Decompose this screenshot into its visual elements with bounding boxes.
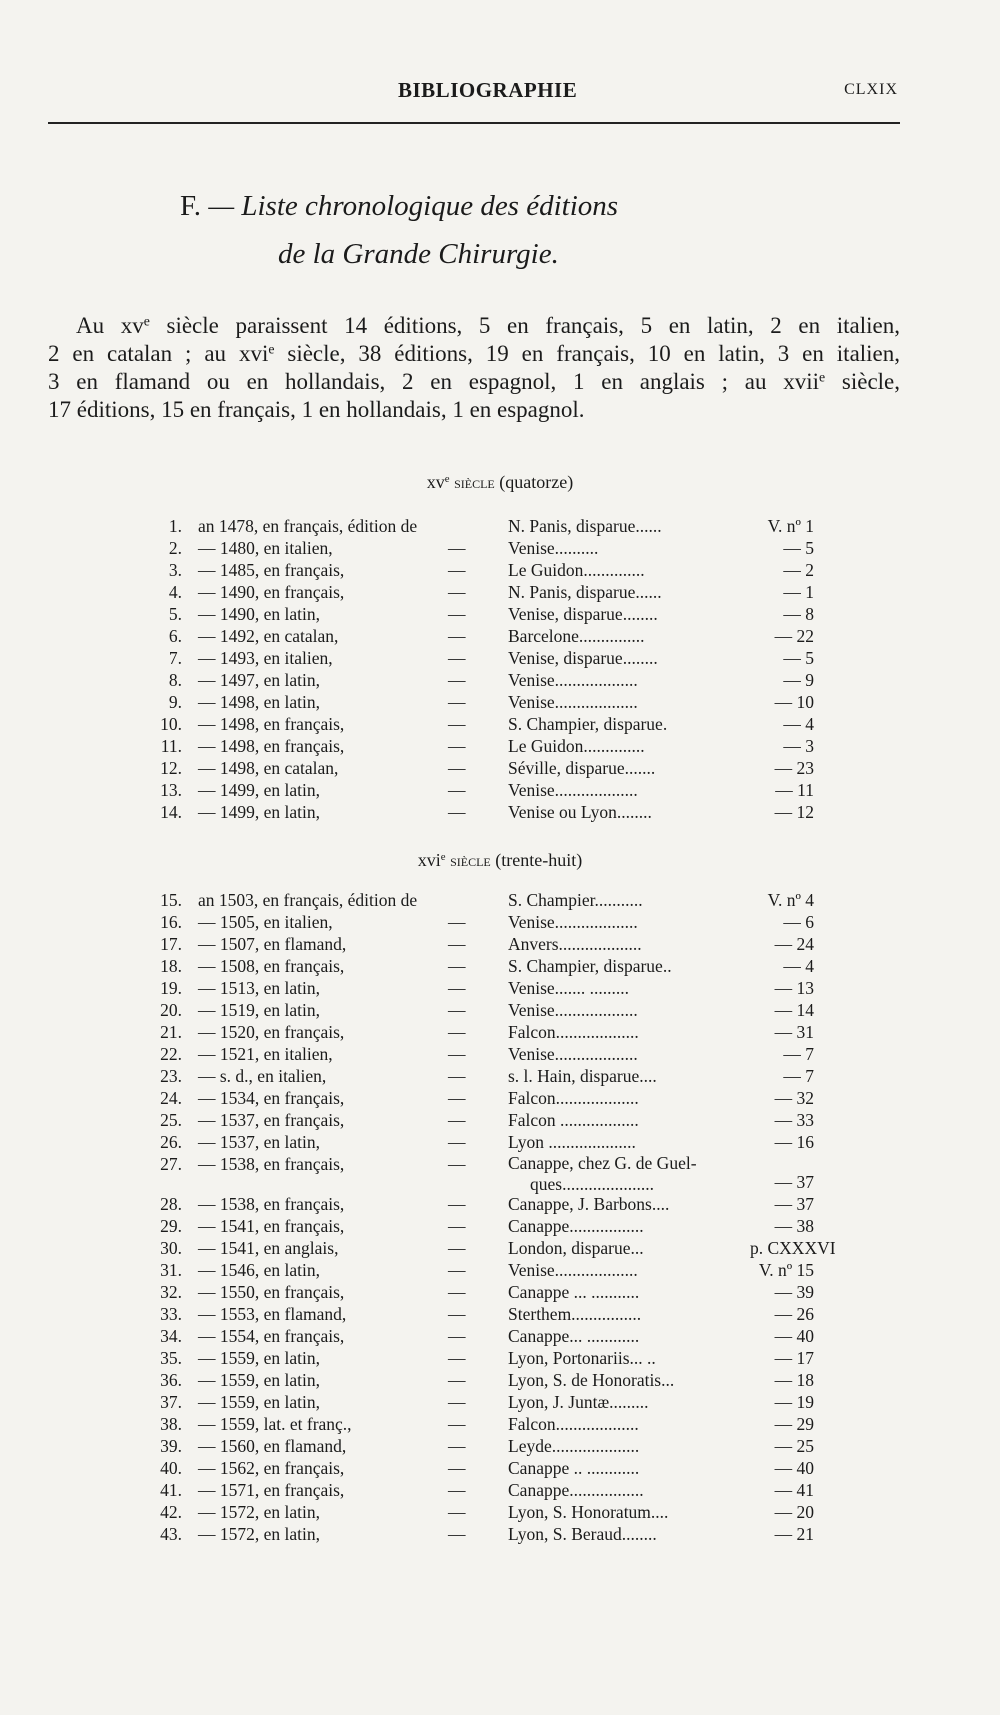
edition-publisher: Falcon................... <box>508 1414 639 1434</box>
edition-row <box>150 537 830 559</box>
edition-row <box>150 1391 830 1413</box>
edition-date-language: — 1497, en latin, <box>198 670 320 690</box>
edition-reference: — 7 <box>783 1066 814 1086</box>
edition-date-language: — 1537, en français, <box>198 1110 345 1130</box>
edition-reference: V. nº 15 <box>758 1260 814 1280</box>
edition-date-language: — 1546, en latin, <box>198 1260 320 1280</box>
edition-row <box>150 1501 830 1523</box>
ditto-mark: — <box>448 1282 466 1302</box>
edition-reference: — 39 <box>774 1282 814 1302</box>
edition-publisher: Lyon, S. Beraud........ <box>508 1524 657 1544</box>
edition-row <box>150 691 830 713</box>
edition-number: 43. <box>160 1524 182 1544</box>
edition-number: 22. <box>160 1044 182 1064</box>
ditto-mark: — <box>448 1304 466 1324</box>
edition-date-language: — 1508, en français, <box>198 956 345 976</box>
edition-row <box>150 999 830 1021</box>
ditto-mark: — <box>448 802 466 822</box>
edition-reference: — 10 <box>774 692 814 712</box>
edition-number: 39. <box>160 1436 182 1456</box>
edition-number: 35. <box>160 1348 182 1368</box>
edition-number: 3. <box>168 560 182 580</box>
edition-row <box>150 1193 830 1215</box>
edition-number: 6. <box>168 626 182 646</box>
edition-publisher: Séville, disparue....... <box>508 758 656 778</box>
edition-reference: — 14 <box>774 1000 814 1020</box>
edition-date-language: — 1538, en français, <box>198 1154 345 1174</box>
edition-publisher: Lyon .................... <box>508 1132 636 1152</box>
edition-reference: — 1 <box>783 582 814 602</box>
edition-row <box>150 647 830 669</box>
edition-date-language: — 1550, en français, <box>198 1282 345 1302</box>
edition-reference: — 9 <box>783 670 814 690</box>
edition-row <box>150 1325 830 1347</box>
edition-date-language: — 1554, en français, <box>198 1326 345 1346</box>
edition-number: 27. <box>160 1154 182 1174</box>
edition-date-language: — 1493, en italien, <box>198 648 333 668</box>
edition-publisher: Venise................... <box>508 1044 638 1064</box>
edition-number: 9. <box>168 692 182 712</box>
edition-row <box>150 1413 830 1435</box>
edition-publisher: Venise................... <box>508 780 638 800</box>
edition-row <box>150 515 830 537</box>
running-title: BIBLIOGRAPHIE <box>398 78 578 102</box>
edition-reference: — 20 <box>774 1502 814 1522</box>
ditto-mark: — <box>448 538 466 558</box>
running-head <box>48 78 900 108</box>
edition-reference: — 5 <box>783 538 814 558</box>
edition-date-language: — 1553, en flamand, <box>198 1304 347 1324</box>
edition-reference: — 24 <box>774 934 814 954</box>
edition-date-language: — 1498, en latin, <box>198 692 320 712</box>
edition-publisher: Canappe................. <box>508 1216 644 1236</box>
edition-row <box>150 1109 830 1131</box>
editions-list-16th <box>150 889 836 1545</box>
edition-number: 36. <box>160 1370 182 1390</box>
ditto-mark: — <box>448 1370 466 1390</box>
edition-reference: — 12 <box>774 802 814 822</box>
ditto-mark: — <box>448 1110 466 1130</box>
ditto-mark: — <box>448 1000 466 1020</box>
edition-publisher: Le Guidon.............. <box>508 736 645 756</box>
edition-publisher: Canappe .. ............ <box>508 1458 640 1478</box>
edition-publisher: London, disparue... <box>508 1238 644 1258</box>
intro-line-4: 17 éditions, 15 en français, 1 en hollandais, 1 en espagnol. <box>48 397 585 422</box>
edition-reference: — 21 <box>774 1524 814 1544</box>
section-heading-line-1 <box>180 192 618 221</box>
edition-publisher: N. Panis, disparue...... <box>508 582 662 602</box>
edition-reference: p. CXXXVI <box>750 1238 836 1258</box>
edition-publisher: Canappe ... ........... <box>508 1282 640 1302</box>
edition-number: 12. <box>160 758 182 778</box>
edition-number: 14. <box>160 802 182 822</box>
edition-publisher: Venise.......... <box>508 538 599 558</box>
edition-reference: — 19 <box>774 1392 814 1412</box>
edition-number: 31. <box>160 1260 182 1280</box>
edition-publisher: Lyon, S. Honoratum.... <box>508 1502 669 1522</box>
ditto-mark: — <box>448 560 466 580</box>
edition-date-language: — 1499, en latin, <box>198 780 320 800</box>
edition-publisher: Venise....... ......... <box>508 978 630 998</box>
ditto-mark: — <box>448 1392 466 1412</box>
edition-publisher-line-2: ques..................... <box>530 1174 654 1194</box>
edition-publisher: Falcon .................. <box>508 1110 639 1130</box>
edition-publisher: Canappe................. <box>508 1480 644 1500</box>
ditto-mark: — <box>448 758 466 778</box>
edition-reference: — 40 <box>774 1326 814 1346</box>
edition-date-language: — 1513, en latin, <box>198 978 320 998</box>
edition-row <box>150 977 830 999</box>
century-heading-15th: $xv^e$ siècle (quatorze) <box>426 472 574 492</box>
edition-reference: — 38 <box>774 1216 814 1236</box>
edition-reference: — 23 <box>774 758 814 778</box>
ditto-mark: — <box>448 1524 466 1544</box>
ditto-mark: — <box>448 1436 466 1456</box>
edition-reference: — 13 <box>774 978 814 998</box>
edition-row <box>150 559 830 581</box>
edition-number: 10. <box>160 714 182 734</box>
ditto-mark: — <box>448 1480 466 1500</box>
edition-publisher: Venise................... <box>508 692 638 712</box>
header-rule <box>48 122 900 124</box>
edition-publisher: Venise................... <box>508 1000 638 1020</box>
edition-publisher: Sterthem................ <box>508 1304 642 1324</box>
edition-reference: — 17 <box>774 1348 814 1368</box>
ditto-mark: — <box>448 648 466 668</box>
edition-publisher: Lyon, Portonariis... .. <box>508 1348 656 1368</box>
edition-row <box>150 1435 830 1457</box>
edition-row <box>150 1153 830 1193</box>
edition-publisher-line-1: Canappe, chez G. de Guel- <box>508 1153 697 1173</box>
edition-number: 30. <box>160 1238 182 1258</box>
edition-number: 33. <box>160 1304 182 1324</box>
edition-publisher: s. l. Hain, disparue.... <box>508 1066 657 1086</box>
edition-row <box>150 889 830 911</box>
edition-number: 38. <box>160 1414 182 1434</box>
edition-number: 24. <box>160 1088 182 1108</box>
edition-reference: — 16 <box>774 1132 814 1152</box>
edition-publisher: S. Champier........... <box>508 890 643 910</box>
edition-publisher: Falcon................... <box>508 1022 639 1042</box>
intro-line-1: Au $xv^e$ siècle paraissent 14 éditions, 5 en français, 5 en latin, 2 en italien, <box>76 313 900 338</box>
edition-publisher: Le Guidon.............. <box>508 560 645 580</box>
edition-number: 34. <box>160 1326 182 1346</box>
edition-publisher: Venise................... <box>508 670 638 690</box>
edition-publisher: N. Panis, disparue...... <box>508 516 662 536</box>
ditto-mark: — <box>448 582 466 602</box>
edition-publisher: S. Champier, disparue. <box>508 714 668 734</box>
edition-publisher: Barcelone............... <box>508 626 645 646</box>
edition-number: 37. <box>160 1392 182 1412</box>
ditto-mark: — <box>448 912 466 932</box>
ditto-mark: — <box>448 956 466 976</box>
edition-number: 19. <box>160 978 182 998</box>
edition-date-language: — 1534, en français, <box>198 1088 345 1108</box>
edition-reference: — 31 <box>774 1022 814 1042</box>
edition-number: 28. <box>160 1194 182 1214</box>
edition-reference: V. nº 1 <box>767 516 814 536</box>
ditto-mark: — <box>448 934 466 954</box>
edition-row <box>150 1523 830 1545</box>
edition-date-language: an 1478, en français, édition de <box>198 516 418 536</box>
edition-publisher: Lyon, S. de Honoratis... <box>508 1370 675 1390</box>
edition-row <box>150 1021 830 1043</box>
edition-date-language: — 1498, en français, <box>198 736 345 756</box>
editions-list-15th <box>150 515 830 823</box>
edition-number: 13. <box>160 780 182 800</box>
ditto-mark: — <box>448 1502 466 1522</box>
edition-reference: — 41 <box>774 1480 814 1500</box>
edition-number: 29. <box>160 1216 182 1236</box>
edition-number: 7. <box>168 648 182 668</box>
edition-row <box>150 1479 830 1501</box>
edition-date-language: — 1480, en italien, <box>198 538 333 558</box>
edition-number: 15. <box>160 890 182 910</box>
edition-reference: — 4 <box>783 714 814 734</box>
edition-publisher: S. Champier, disparue.. <box>508 956 672 976</box>
edition-date-language: — 1559, en latin, <box>198 1370 320 1390</box>
edition-row <box>150 1215 830 1237</box>
edition-date-language: — 1490, en latin, <box>198 604 320 624</box>
edition-date-language: — 1559, lat. et franç., <box>198 1414 352 1434</box>
edition-reference: — 4 <box>783 956 814 976</box>
edition-date-language: an 1503, en français, édition de <box>198 890 418 910</box>
edition-publisher: Venise................... <box>508 912 638 932</box>
edition-date-language: — 1572, en latin, <box>198 1524 320 1544</box>
edition-date-language: — 1490, en français, <box>198 582 345 602</box>
ditto-mark: — <box>448 1044 466 1064</box>
ditto-mark: — <box>448 1132 466 1152</box>
edition-row <box>150 1457 830 1479</box>
edition-date-language: — 1519, en latin, <box>198 1000 320 1020</box>
ditto-mark: — <box>448 736 466 756</box>
edition-date-language: — 1571, en français, <box>198 1480 345 1500</box>
edition-publisher: Venise ou Lyon........ <box>508 802 652 822</box>
edition-row <box>150 911 830 933</box>
edition-reference: — 25 <box>774 1436 814 1456</box>
edition-number: 32. <box>160 1282 182 1302</box>
ditto-mark: — <box>448 1066 466 1086</box>
ditto-mark: — <box>448 1022 466 1042</box>
edition-row <box>150 779 830 801</box>
edition-reference: — 26 <box>774 1304 814 1324</box>
edition-date-language: — 1507, en flamand, <box>198 934 347 954</box>
ditto-mark: — <box>448 692 466 712</box>
edition-date-language: — 1541, en anglais, <box>198 1238 339 1258</box>
edition-row <box>150 735 830 757</box>
edition-date-language: — 1498, en français, <box>198 714 345 734</box>
edition-reference: — 3 <box>783 736 814 756</box>
edition-date-language: — 1505, en italien, <box>198 912 333 932</box>
edition-number: 8. <box>168 670 182 690</box>
edition-row <box>150 1259 830 1281</box>
edition-number: 26. <box>160 1132 182 1152</box>
edition-row <box>150 801 830 823</box>
ditto-mark: — <box>448 978 466 998</box>
edition-number: 1. <box>168 516 182 536</box>
edition-row <box>150 669 830 691</box>
edition-reference: — 6 <box>783 912 814 932</box>
edition-date-language: — 1499, en latin, <box>198 802 320 822</box>
edition-date-language: — 1562, en français, <box>198 1458 345 1478</box>
edition-reference: — 37 <box>774 1172 814 1192</box>
ditto-mark: — <box>448 1326 466 1346</box>
edition-publisher: Leyde.................... <box>508 1436 640 1456</box>
edition-row <box>150 1131 830 1153</box>
edition-reference: — 37 <box>774 1194 814 1214</box>
intro-line-2: 2 en catalan ; au xvi$^e$ siècle, 38 éditions, 19 en français, 10 en latin, 3 en italien, <box>48 341 901 366</box>
edition-publisher: Lyon, J. Juntæ......... <box>508 1392 649 1412</box>
edition-number: 17. <box>160 934 182 954</box>
edition-row <box>150 933 830 955</box>
ditto-mark: — <box>448 1260 466 1280</box>
edition-row <box>150 1347 830 1369</box>
edition-row <box>150 955 830 977</box>
ditto-mark: — <box>448 714 466 734</box>
edition-row <box>150 1065 830 1087</box>
edition-publisher: Anvers................... <box>508 934 642 954</box>
edition-reference: — 7 <box>783 1044 814 1064</box>
page-number: CLXIX <box>844 81 898 98</box>
edition-number: 16. <box>160 912 182 932</box>
edition-date-language: — 1521, en italien, <box>198 1044 333 1064</box>
edition-reference: V. nº 4 <box>767 890 814 910</box>
intro-paragraph <box>48 312 900 424</box>
edition-publisher <box>508 1153 697 1195</box>
edition-row <box>150 603 830 625</box>
ditto-mark: — <box>448 1414 466 1434</box>
edition-publisher: Venise................... <box>508 1260 638 1280</box>
ditto-mark: — <box>448 1154 466 1174</box>
edition-date-language: — 1520, en français, <box>198 1022 345 1042</box>
edition-row <box>150 1369 830 1391</box>
edition-reference: — 33 <box>774 1110 814 1130</box>
edition-number: 21. <box>160 1022 182 1042</box>
edition-publisher: Canappe, J. Barbons.... <box>508 1194 670 1214</box>
edition-number: 18. <box>160 956 182 976</box>
edition-reference: — 8 <box>783 604 814 624</box>
edition-date-language: — 1492, en catalan, <box>198 626 339 646</box>
edition-reference: — 22 <box>774 626 814 646</box>
edition-number: 40. <box>160 1458 182 1478</box>
edition-date-language: — 1559, en latin, <box>198 1392 320 1412</box>
century-heading-16th: xvi$^e$ siècle (trente-huit) <box>417 850 583 870</box>
edition-row <box>150 713 830 735</box>
edition-date-language: — 1498, en catalan, <box>198 758 339 778</box>
edition-reference: — 40 <box>774 1458 814 1478</box>
ditto-mark: — <box>448 1088 466 1108</box>
edition-row <box>150 1303 830 1325</box>
edition-reference: — 5 <box>783 648 814 668</box>
edition-reference: — 18 <box>774 1370 814 1390</box>
ditto-mark: — <box>448 604 466 624</box>
edition-date-language: — 1538, en français, <box>198 1194 345 1214</box>
section-title-part-1: — Liste chronologique des éditions <box>208 190 619 222</box>
edition-publisher: Canappe... ............ <box>508 1326 640 1346</box>
edition-number: 2. <box>168 538 182 558</box>
edition-publisher: Venise, disparue........ <box>508 604 658 624</box>
edition-number: 42. <box>160 1502 182 1522</box>
edition-row <box>150 1237 836 1259</box>
edition-number: 20. <box>160 1000 182 1020</box>
edition-date-language: — 1485, en français, <box>198 560 345 580</box>
ditto-mark: — <box>448 670 466 690</box>
edition-row <box>150 1281 830 1303</box>
edition-number: 11. <box>160 736 182 756</box>
edition-publisher: Falcon................... <box>508 1088 639 1108</box>
edition-number: 5. <box>168 604 182 624</box>
ditto-mark: — <box>448 780 466 800</box>
edition-number: 41. <box>160 1480 182 1500</box>
edition-row <box>150 625 830 647</box>
edition-row <box>150 1043 830 1065</box>
edition-number: 23. <box>160 1066 182 1086</box>
ditto-mark: — <box>448 1216 466 1236</box>
edition-reference: — 29 <box>774 1414 814 1434</box>
edition-number: 4. <box>168 582 182 602</box>
edition-publisher: Venise, disparue........ <box>508 648 658 668</box>
edition-reference: — 32 <box>774 1088 814 1108</box>
section-letter: F. <box>180 190 202 222</box>
edition-row <box>150 581 830 603</box>
intro-line-3: 3 en flamand ou en hollandais, 2 en espagnol, 1 en anglais ; au xvii$^e$ siècle, <box>48 369 900 394</box>
edition-date-language: — 1559, en latin, <box>198 1348 320 1368</box>
ditto-mark: — <box>448 1458 466 1478</box>
edition-date-language: — s. d., en italien, <box>198 1066 327 1086</box>
edition-number: 25. <box>160 1110 182 1130</box>
edition-row <box>150 1087 830 1109</box>
edition-date-language: — 1537, en latin, <box>198 1132 320 1152</box>
edition-reference: — 11 <box>775 780 814 800</box>
edition-reference: — 2 <box>783 560 814 580</box>
section-heading-line-2: de la Grande Chirurgie. <box>278 238 559 270</box>
edition-date-language: — 1560, en flamand, <box>198 1436 347 1456</box>
edition-row <box>150 757 830 779</box>
ditto-mark: — <box>448 1194 466 1214</box>
ditto-mark: — <box>448 1348 466 1368</box>
ditto-mark: — <box>448 626 466 646</box>
edition-date-language: — 1572, en latin, <box>198 1502 320 1522</box>
ditto-mark: — <box>448 1238 466 1258</box>
edition-date-language: — 1541, en français, <box>198 1216 345 1236</box>
